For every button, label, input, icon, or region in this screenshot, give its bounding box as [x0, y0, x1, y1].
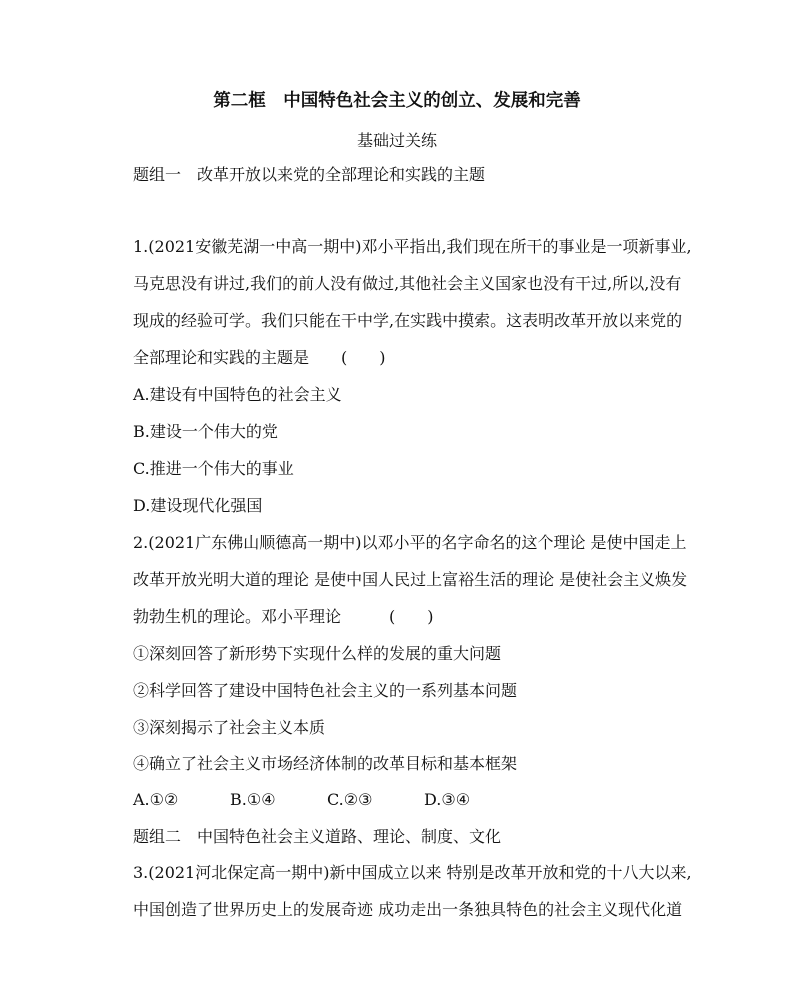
page-title: 第二框 中国特色社会主义的创立、发展和完善 [213, 91, 581, 111]
question-3-line-1: 3.(2021河北保定高一期中)新中国成立以来 特别是改革开放和党的十八大以来, [133, 863, 692, 882]
question-2-statement-2: ②科学回答了建设中国特色社会主义的一系列基本问题 [133, 681, 518, 700]
question-2-option-d: D.③④ [424, 790, 471, 809]
question-2-statement-1: ①深刻回答了新形势下实现什么样的发展的重大问题 [133, 644, 502, 663]
question-3-line-2: 中国创造了世界历史上的发展奇迹 成功走出一条独具特色的社会主义现代化道 [133, 900, 683, 919]
question-2-line-3: 勃勃生机的理论。邓小平理论 ( ) [133, 607, 434, 626]
question-2-option-c: C.②③ [327, 790, 373, 809]
question-2-statement-4: ④确立了社会主义市场经济体制的改革目标和基本框架 [133, 754, 518, 773]
group-heading-1: 题组一 改革开放以来党的全部理论和实践的主题 [133, 165, 486, 184]
question-2-options [133, 789, 470, 811]
question-1-line-4: 全部理论和实践的主题是 ( ) [133, 348, 386, 367]
question-1-line-1: 1.(2021安徽芜湖一中高一期中)邓小平指出,我们现在所干的事业是一项新事业, [133, 237, 692, 256]
question-2-line-2: 改革开放光明大道的理论 是使中国人民过上富裕生活的理论 是使社会主义焕发 [133, 570, 688, 589]
section-subtitle: 基础过关练 [356, 131, 437, 150]
question-1-option-a: A.建设有中国特色的社会主义 [133, 385, 342, 404]
question-1-option-d: D.建设现代化强国 [133, 496, 263, 515]
question-1-line-3: 现成的经验可学。我们只能在干中学,在实践中摸索。这表明改革开放以来党的 [133, 311, 683, 330]
question-1-line-2: 马克思没有讲过,我们的前人没有做过,其他社会主义国家也没有干过,所以,没有 [133, 274, 682, 293]
question-2-line-1: 2.(2021广东佛山顺德高一期中)以邓小平的名字命名的这个理论 是使中国走上 [133, 533, 687, 552]
question-2-option-a: A.①② [133, 790, 179, 809]
question-1-option-c: C.推进一个伟大的事业 [133, 459, 294, 478]
group-heading-2: 题组二 中国特色社会主义道路、理论、制度、文化 [133, 827, 502, 846]
question-1-option-b: B.建设一个伟大的党 [133, 422, 278, 441]
question-2-statement-3: ③深刻揭示了社会主义本质 [133, 718, 326, 737]
question-2-option-b: B.①④ [230, 790, 276, 809]
